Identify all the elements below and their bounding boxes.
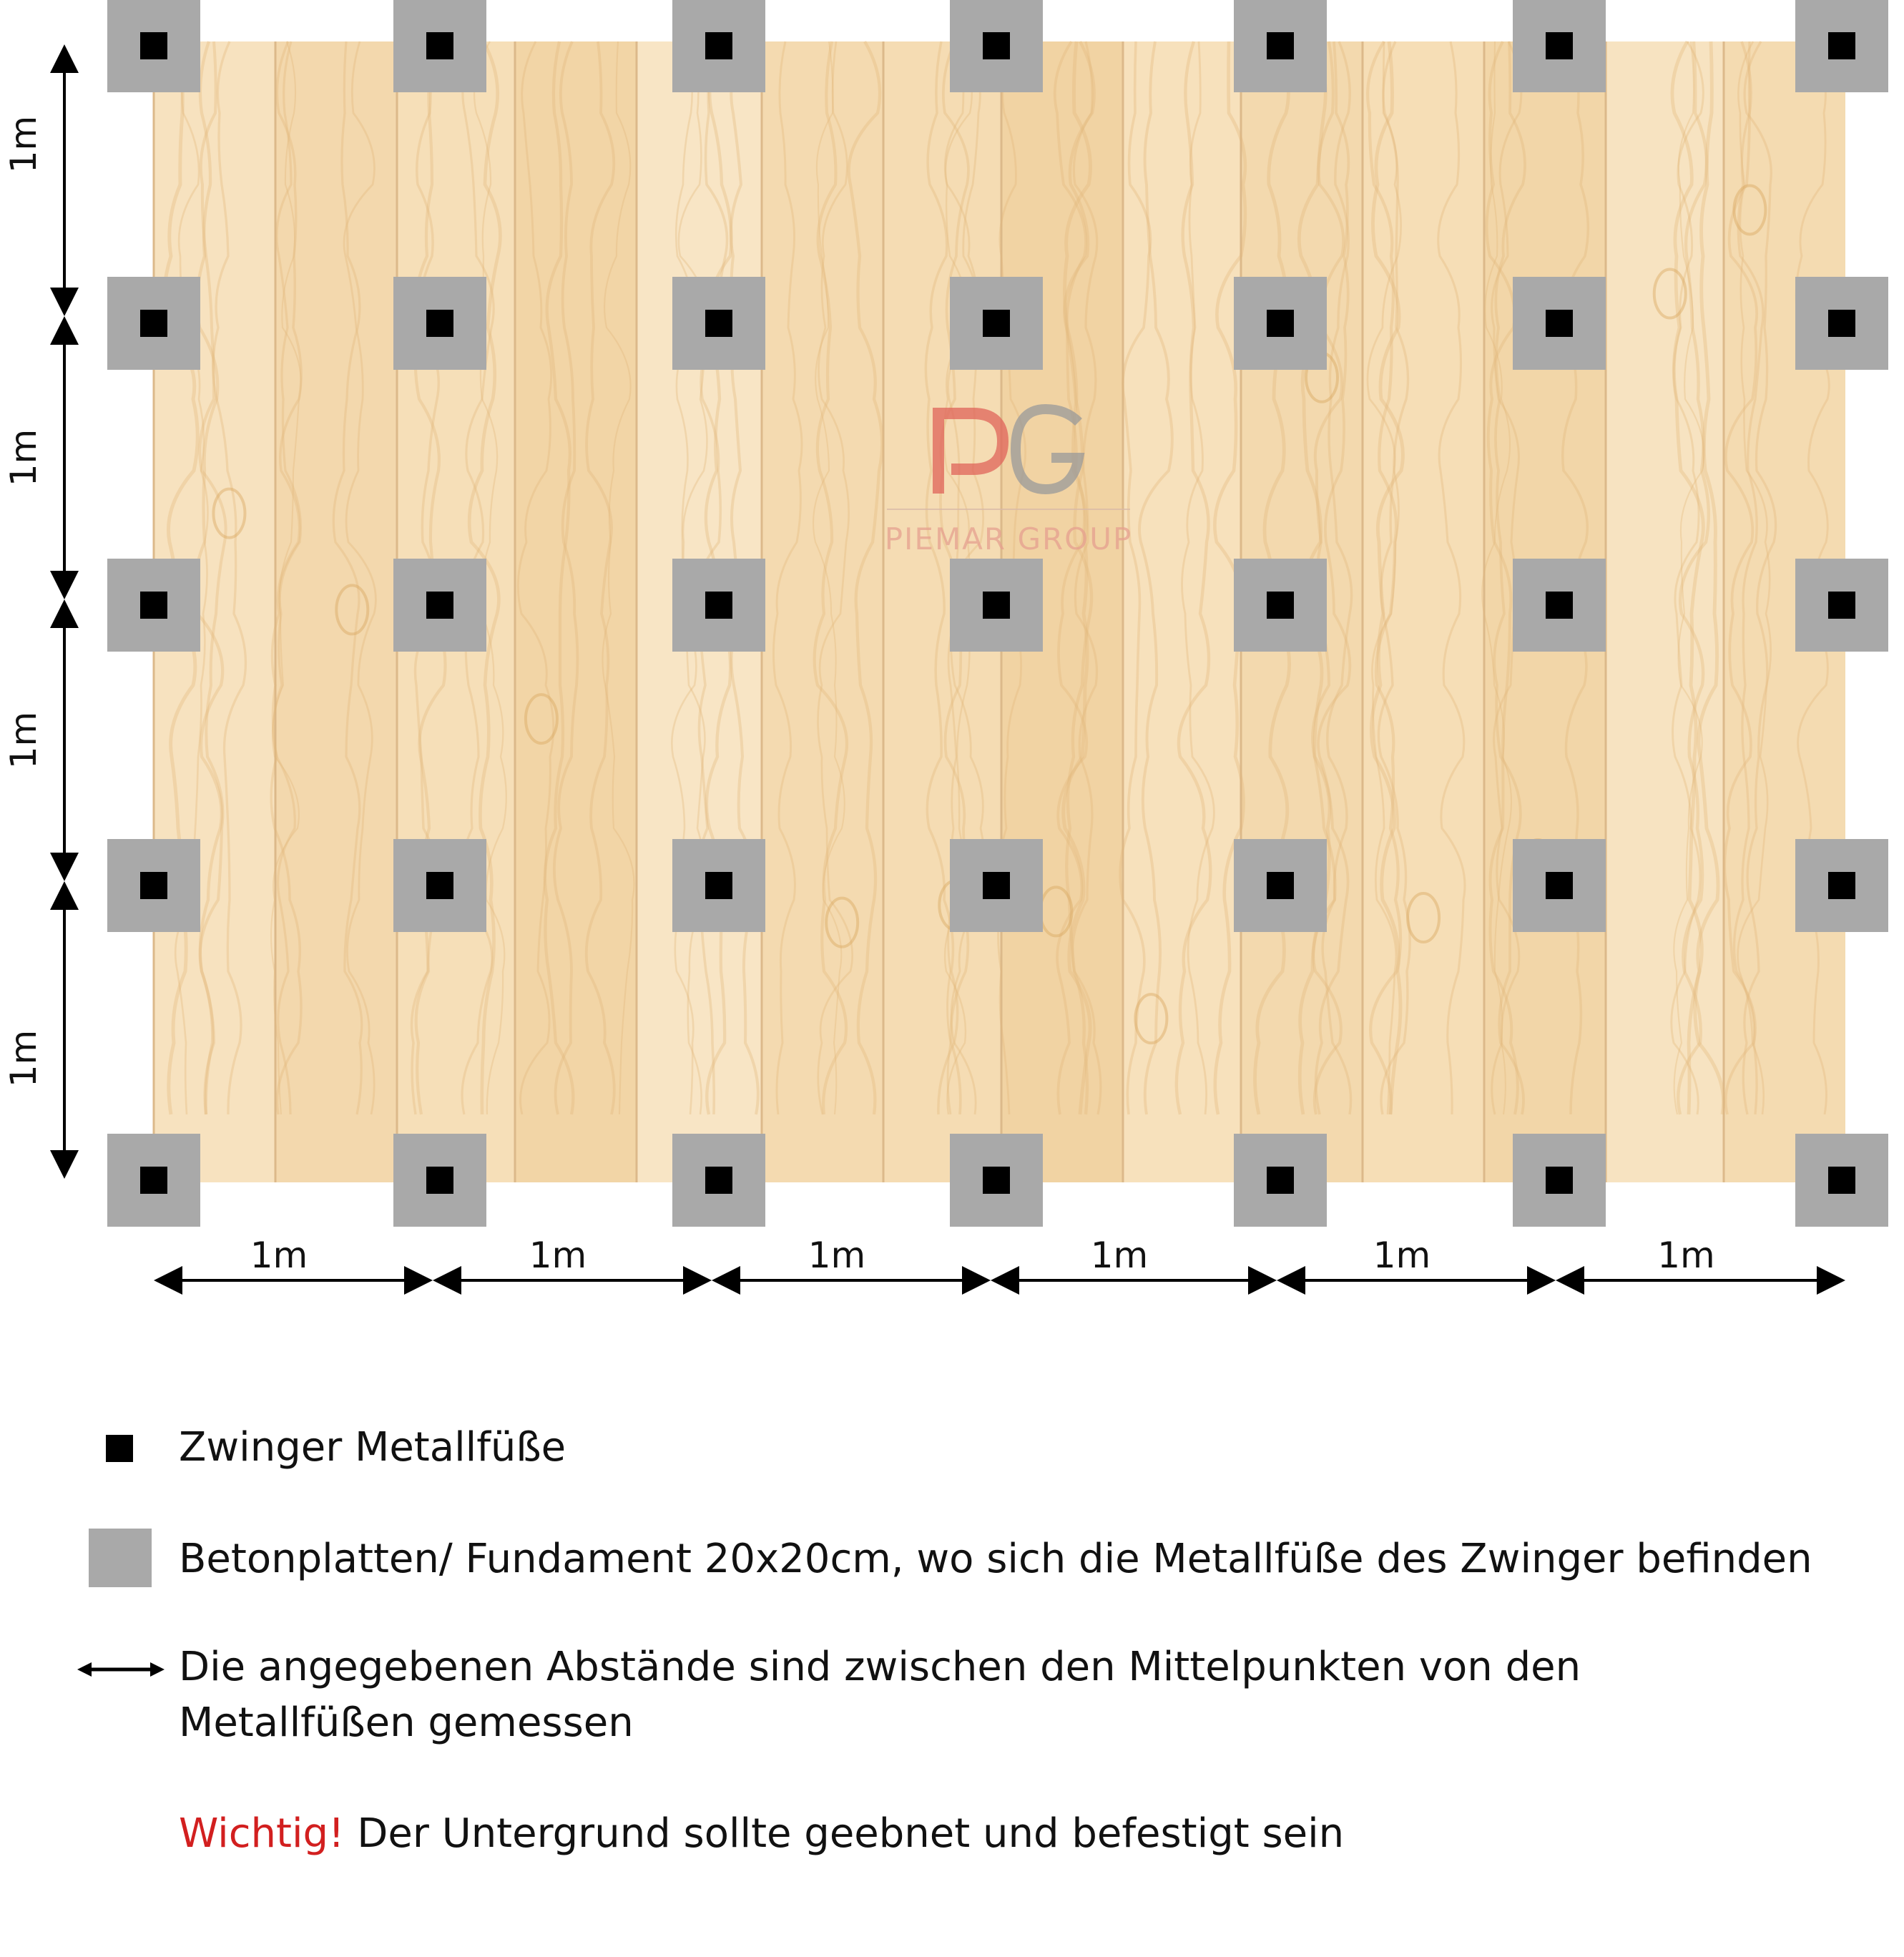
legend-concrete-text: Betonplatten/ Fundament 20x20cm, wo sich die Metallfüße des Zwinger befinden: [179, 1536, 1812, 1582]
metal-foot: [1546, 1167, 1573, 1194]
metal-foot: [426, 592, 453, 619]
metal-foot: [1546, 592, 1573, 619]
metal-foot: [705, 592, 732, 619]
horizontal-dimension-label: 1m: [1090, 1235, 1149, 1276]
important-text: Der Untergrund sollte geebnet und befestigt sein: [344, 1810, 1345, 1857]
metal-foot: [426, 310, 453, 337]
metal-foot: [705, 872, 732, 899]
metal-foot: [426, 32, 453, 59]
metal-foot: [1828, 1167, 1855, 1194]
metal-foot: [140, 872, 167, 899]
vertical-dimensions: [3, 47, 64, 1176]
metal-foot: [1828, 310, 1855, 337]
horizontal-dimension-label: 1m: [1657, 1235, 1715, 1276]
horizontal-dimension-label: 1m: [808, 1235, 866, 1276]
metal-foot: [1546, 310, 1573, 337]
metal-foot: [1546, 32, 1573, 59]
metal-foot: [426, 872, 453, 899]
double-arrow-icon: [77, 1655, 165, 1684]
metal-foot: [140, 32, 167, 59]
metal-foot: [1546, 872, 1573, 899]
metal-foot-symbol: [106, 1435, 133, 1462]
metal-foot: [1267, 872, 1294, 899]
horizontal-dimension-label: 1m: [250, 1235, 308, 1276]
metal-foot: [705, 32, 732, 59]
metal-foot: [140, 592, 167, 619]
concrete-slab-symbol: [89, 1529, 152, 1587]
horizontal-dimensions: [157, 1235, 1842, 1280]
vertical-dimension-label: 1m: [3, 115, 44, 174]
metal-foot: [1267, 592, 1294, 619]
legend-distances-line2: Metallfüßen gemessen: [179, 1700, 634, 1746]
wood-plank: [1363, 41, 1484, 1182]
metal-foot: [1267, 32, 1294, 59]
metal-foot: [983, 310, 1010, 337]
metal-foot: [705, 1167, 732, 1194]
metal-foot: [705, 310, 732, 337]
legend-important-note: [179, 1806, 1344, 1862]
metal-foot: [1267, 1167, 1294, 1194]
horizontal-dimension-label: 1m: [1373, 1235, 1431, 1276]
vertical-dimension-label: 1m: [3, 428, 44, 487]
metal-foot: [983, 1167, 1010, 1194]
metal-foot: [983, 872, 1010, 899]
legend-metal-feet-text: Zwinger Metallfüße: [179, 1424, 566, 1471]
vertical-dimension-label: 1m: [3, 1029, 44, 1088]
metal-foot: [1267, 310, 1294, 337]
horizontal-dimension-label: 1m: [529, 1235, 587, 1276]
metal-foot: [983, 592, 1010, 619]
metal-foot: [426, 1167, 453, 1194]
metal-foot: [1828, 32, 1855, 59]
vertical-dimension-label: 1m: [3, 711, 44, 770]
metal-foot: [1828, 592, 1855, 619]
watermark-brand-text: PIEMAR GROUP: [884, 521, 1133, 556]
metal-foot: [140, 310, 167, 337]
wood-plank: [1606, 41, 1724, 1182]
metal-foot: [983, 32, 1010, 59]
important-label: Wichtig!: [179, 1810, 345, 1857]
metal-foot: [140, 1167, 167, 1194]
legend-distances-line1: Die angegebenen Abstände sind zwischen den Mittelpunkten von den: [179, 1644, 1581, 1690]
metal-foot: [1828, 872, 1855, 899]
